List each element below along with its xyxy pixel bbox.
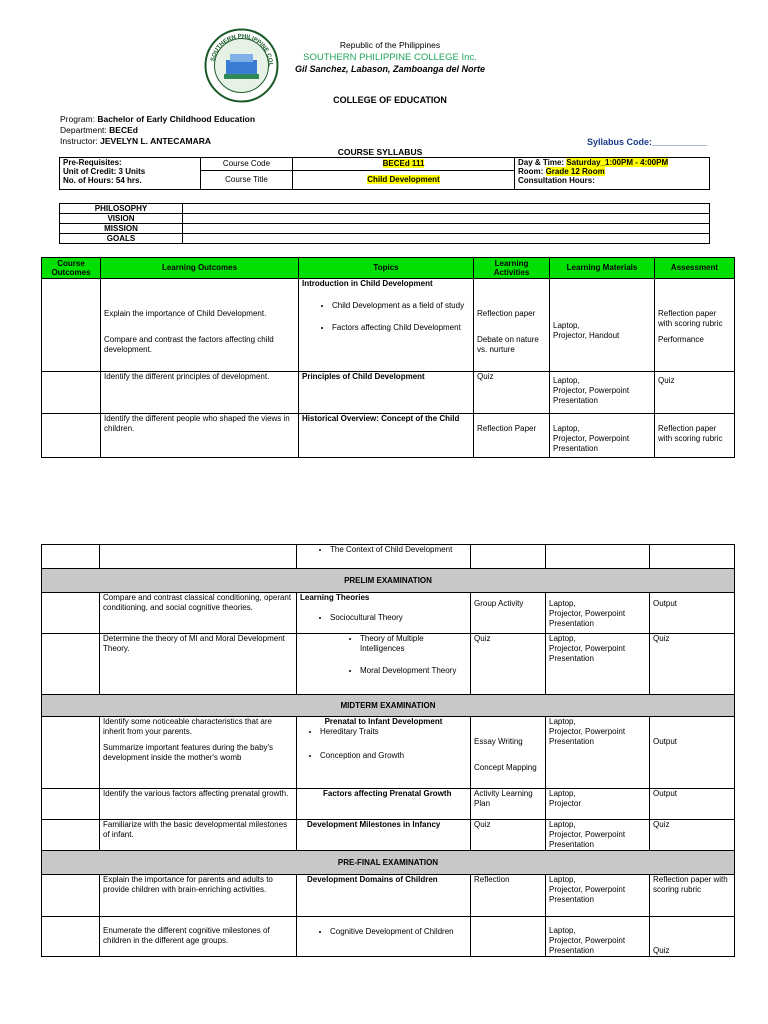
activity-cell: Reflection Paper xyxy=(474,414,550,458)
material-cell: Laptop, Projector, Handout xyxy=(550,279,655,372)
topic-cell: • Theory of Multiple Intelligences • Moral Development Theory xyxy=(297,634,471,695)
activity-cell: Reflection paper Debate on nature vs. nurture xyxy=(474,279,550,372)
material-cell: Laptop, Projector, Powerpoint Presentation xyxy=(546,593,650,634)
assessment-cell: Quiz xyxy=(650,634,735,695)
activity-cell: Reflection xyxy=(471,875,546,917)
table-row xyxy=(42,372,735,414)
mission-label: MISSION xyxy=(60,224,183,234)
material-cell: Laptop, Projector, Powerpoint Presentation xyxy=(546,875,650,917)
material-cell: Laptop, Projector, Powerpoint Presentation xyxy=(546,917,650,957)
instructor-line: Instructor: JEVELYN L. ANTECAMARA xyxy=(60,136,211,146)
learning-outcome-cell: Familiarize with the basic developmental milestones of infant. xyxy=(100,820,297,851)
material-cell: Laptop, Projector, Powerpoint Presentation xyxy=(546,717,650,789)
activity-cell: Quiz xyxy=(471,820,546,851)
syllabus-title: COURSE SYLLABUS xyxy=(337,147,423,157)
activity-cell: Quiz xyxy=(471,634,546,695)
republic-text: Republic of the Philippines xyxy=(339,40,441,50)
prereq-cell: Pre-Requisites: Unit of Credit: 3 Units No. of Hours: 54 hrs. xyxy=(60,158,201,190)
topic-cell: Prenatal to Infant Development • Hereditary Traits • Conception and Growth xyxy=(297,717,471,789)
course-outcome-cell xyxy=(42,279,101,372)
assessment-cell: Quiz xyxy=(650,820,735,851)
material-cell: Laptop, Projector, Powerpoint Presentation xyxy=(546,634,650,695)
topic-cell: • The Context of Child Development xyxy=(297,545,471,569)
vision-label: VISION xyxy=(60,214,183,224)
syllabus-table-page1 xyxy=(41,257,735,458)
learning-outcome-cell: Identify some noticeable characteristics that are inherit from your parents. Summarize important features during the baby's development inside the mother's womb xyxy=(100,717,297,789)
table-row xyxy=(42,820,735,851)
table-row xyxy=(42,634,735,695)
college-address: Gil Sanchez, Labason, Zamboanga del Norte xyxy=(294,64,486,74)
col-topics: Topics xyxy=(299,258,474,279)
department-line: Department: BECEd xyxy=(60,125,138,135)
department-title: COLLEGE OF EDUCATION xyxy=(333,95,447,105)
topic-cell: Learning Theories • Sociocultural Theory xyxy=(297,593,471,634)
activity-cell: Essay Writing Concept Mapping xyxy=(471,717,546,789)
assessment-cell: Reflection paper with scoring rubric xyxy=(655,414,735,458)
col-learning-materials: Learning Materials xyxy=(550,258,655,279)
material-cell: Laptop, Projector xyxy=(546,789,650,820)
svg-text:SOUTHERN PHILIPPINE COLLEGE: SOUTHERN PHILIPPINE COL xyxy=(210,33,274,67)
learning-outcome-cell: Identify the different people who shaped the views in children. xyxy=(101,414,299,458)
material-cell: Laptop, Projector, Powerpoint Presentation xyxy=(550,372,655,414)
prelim-exam-row: PRELIM EXAMINATION xyxy=(42,569,735,593)
table-row xyxy=(42,593,735,634)
pvmg-table xyxy=(59,203,710,244)
topic-cell: • Cognitive Development of Children xyxy=(297,917,471,957)
vision-value xyxy=(183,214,710,224)
prefinal-exam-row: PRE-FINAL EXAMINATION xyxy=(42,851,735,875)
col-assessment: Assessment xyxy=(655,258,735,279)
goals-value xyxy=(183,234,710,244)
activity-cell: Group Activity xyxy=(471,593,546,634)
col-learning-outcomes: Learning Outcomes xyxy=(101,258,299,279)
schedule-cell: Day & Time: Saturday_1:00PM - 4:00PM Room: Grade 12 Room Consultation Hours: xyxy=(515,158,710,190)
activity-cell xyxy=(471,917,546,957)
topic-cell: Principles of Child Development xyxy=(299,372,474,414)
course-outcome-cell xyxy=(42,372,101,414)
assessment-cell: Quiz xyxy=(655,372,735,414)
learning-outcome-cell: Explain the importance for parents and adults to provide children with brain-enriching activities. xyxy=(100,875,297,917)
goals-label: GOALS xyxy=(60,234,183,244)
activity-cell: Activity Learning Plan xyxy=(471,789,546,820)
syllabus-table-page2 xyxy=(41,544,735,957)
learning-outcome-cell: Compare and contrast classical conditioning, operant conditioning, and social cognitive theories. xyxy=(100,593,297,634)
assessment-cell: Output xyxy=(650,593,735,634)
learning-outcome-cell: Explain the importance of Child Development. Compare and contrast the factors affecting child development. xyxy=(101,279,299,372)
table-row xyxy=(42,717,735,789)
activity-cell: Quiz xyxy=(474,372,550,414)
col-learning-activities: Learning Activities xyxy=(474,258,550,279)
college-name: SOUTHERN PHILIPPINE COLLEGE Inc. xyxy=(303,52,477,63)
topic-cell: Factors affecting Prenatal Growth xyxy=(297,789,471,820)
topic-cell: Introduction in Child Development • Child Development as a field of study • Factors affecting Child Development xyxy=(299,279,474,372)
topic-cell: Development Milestones in Infancy xyxy=(297,820,471,851)
mission-value xyxy=(183,224,710,234)
table-row xyxy=(42,414,735,458)
midterm-exam-row: MIDTERM EXAMINATION xyxy=(42,695,735,717)
assessment-cell: Output xyxy=(650,717,735,789)
program-line: Program: Bachelor of Early Childhood Education xyxy=(60,114,256,124)
material-cell: Laptop, Projector, Powerpoint Presentation xyxy=(550,414,655,458)
topic-cell: Development Domains of Children xyxy=(297,875,471,917)
learning-outcome-cell: Determine the theory of MI and Moral Development Theory. xyxy=(100,634,297,695)
assessment-cell: Quiz xyxy=(650,917,735,957)
course-title-value: Child Development xyxy=(293,171,515,190)
course-outcome-cell xyxy=(42,414,101,458)
table-row xyxy=(42,917,735,957)
table-row xyxy=(42,789,735,820)
table-row xyxy=(42,545,735,569)
learning-outcome-cell: Identify the various factors affecting prenatal growth. xyxy=(100,789,297,820)
philosophy-value xyxy=(183,204,710,214)
assessment-cell: Reflection paper with scoring rubric Performance xyxy=(655,279,735,372)
syllabus-code: Syllabus Code:___________ xyxy=(587,137,708,147)
topic-cell: Historical Overview: Concept of the Child xyxy=(299,414,474,458)
course-title-label: Course Title xyxy=(201,171,293,190)
table-row xyxy=(42,279,735,372)
col-course-outcomes: Course Outcomes xyxy=(42,258,101,279)
material-cell: Laptop, Projector, Powerpoint Presentation xyxy=(546,820,650,851)
learning-outcome-cell: Enumerate the different cognitive milestones of children in the different age groups. xyxy=(100,917,297,957)
course-code-label: Course Code xyxy=(201,158,293,171)
assessment-cell: Output xyxy=(650,789,735,820)
course-code-value: BECEd 111 xyxy=(293,158,515,171)
course-info-table xyxy=(59,157,710,190)
assessment-cell: Reflection paper with scoring rubric xyxy=(650,875,735,917)
learning-outcome-cell: Identify the different principles of development. xyxy=(101,372,299,414)
table-row xyxy=(42,875,735,917)
philosophy-label: PHILOSOPHY xyxy=(60,204,183,214)
